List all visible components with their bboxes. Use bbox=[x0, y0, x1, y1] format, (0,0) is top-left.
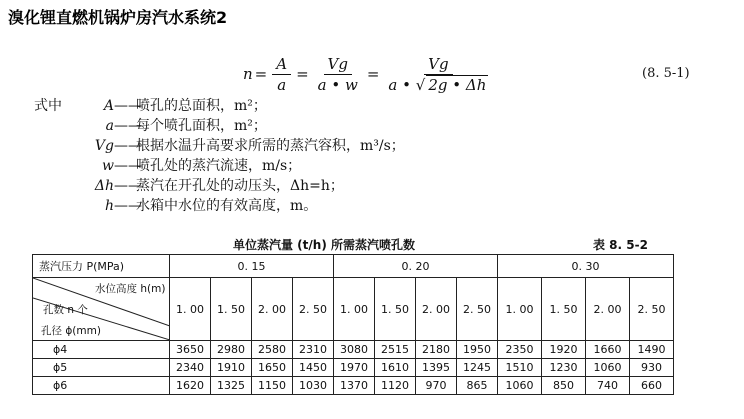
definition-text: 喷孔的总面积，m²； bbox=[136, 98, 267, 114]
height-value: 1. 00 bbox=[170, 278, 211, 341]
water-level-label: 水位高度 h(m) bbox=[95, 283, 166, 295]
table-cell: 1325 bbox=[211, 377, 252, 395]
definition-symbol: A bbox=[103, 98, 114, 114]
definition-text: 水箱中水位的有效高度，m。 bbox=[136, 198, 318, 214]
fraction-2-denominator: a • w bbox=[317, 75, 358, 94]
table-cell: 1060 bbox=[498, 377, 542, 395]
height-value: 2. 00 bbox=[252, 278, 293, 341]
table-cell: 1950 bbox=[457, 341, 498, 359]
table-cell: 1650 bbox=[252, 359, 293, 377]
table-cell: 2580 bbox=[252, 341, 293, 359]
pressure-row bbox=[33, 255, 674, 278]
table-cell: 1610 bbox=[375, 359, 416, 377]
hole-count-label: 孔数 n 个 bbox=[43, 304, 88, 316]
table-title: 单位蒸汽量 (t/h) 所需蒸汽喷孔数 bbox=[233, 238, 415, 252]
definition-row bbox=[34, 116, 405, 136]
table-cell: 930 bbox=[630, 359, 674, 377]
equation-number: (8. 5-1) bbox=[642, 66, 690, 81]
definition-symbol: w bbox=[102, 158, 114, 174]
table-cell: 865 bbox=[457, 377, 498, 395]
table-cell: 970 bbox=[416, 377, 457, 395]
pressure-label: 蒸汽压力 P(MPa) bbox=[33, 255, 170, 278]
table-cell: 1490 bbox=[630, 341, 674, 359]
table-cell: 2180 bbox=[416, 341, 457, 359]
fraction-3 bbox=[384, 55, 492, 94]
fraction-3-denominator bbox=[384, 75, 492, 94]
definition-dash: —— bbox=[114, 198, 142, 214]
table-cell: 2515 bbox=[375, 341, 416, 359]
definition-symbol: h bbox=[104, 198, 114, 214]
sqrt-icon: √ bbox=[415, 75, 426, 94]
table-cell: 1910 bbox=[211, 359, 252, 377]
height-value: 2. 50 bbox=[630, 278, 674, 341]
definition-dash: —— bbox=[114, 138, 142, 154]
height-value: 2. 00 bbox=[586, 278, 630, 341]
table-cell: 1970 bbox=[334, 359, 375, 377]
pressure-value: 0. 15 bbox=[170, 255, 334, 278]
table-cell: 1395 bbox=[416, 359, 457, 377]
table-cell: 1920 bbox=[542, 341, 586, 359]
table-cell: 1230 bbox=[542, 359, 586, 377]
definition-symbol: Δh bbox=[94, 178, 114, 194]
formula-lhs: n bbox=[243, 65, 253, 83]
hole-diameter: ϕ4 bbox=[33, 341, 170, 359]
definition-text: 喷孔处的蒸汽流速，m/s； bbox=[136, 158, 302, 174]
fraction-2 bbox=[314, 55, 362, 94]
hole-diameter: ϕ6 bbox=[33, 377, 170, 395]
definition-row bbox=[34, 96, 405, 116]
table-row bbox=[33, 377, 674, 395]
equals-sign: = bbox=[254, 65, 268, 83]
definition-dash: —— bbox=[114, 98, 142, 114]
table-cell: 1030 bbox=[293, 377, 334, 395]
table-cell: 660 bbox=[630, 377, 674, 395]
definition-symbol: a bbox=[105, 118, 114, 134]
fraction-3-den-prefix: a • bbox=[388, 75, 411, 94]
height-value: 1. 50 bbox=[375, 278, 416, 341]
pressure-value: 0. 30 bbox=[498, 255, 674, 278]
table-cell: 2310 bbox=[293, 341, 334, 359]
definition-symbol: Vg bbox=[94, 138, 114, 154]
table-caption bbox=[0, 234, 744, 252]
table-cell: 740 bbox=[586, 377, 630, 395]
definition-row bbox=[34, 196, 405, 216]
table-row bbox=[33, 359, 674, 377]
definitions bbox=[34, 96, 405, 216]
definition-row bbox=[34, 176, 405, 196]
height-value: 1. 50 bbox=[211, 278, 252, 341]
diagonal-header-cell bbox=[33, 278, 170, 341]
height-value: 2. 00 bbox=[416, 278, 457, 341]
definition-dash: —— bbox=[114, 158, 142, 174]
height-row bbox=[33, 278, 674, 341]
table-cell: 2340 bbox=[170, 359, 211, 377]
table-cell: 1060 bbox=[586, 359, 630, 377]
hole-diameter-label: 孔径 ϕ(mm) bbox=[41, 325, 101, 337]
table-cell: 850 bbox=[542, 377, 586, 395]
fraction-1-numerator: A bbox=[272, 55, 291, 75]
table-cell: 2980 bbox=[211, 341, 252, 359]
height-value: 1. 50 bbox=[542, 278, 586, 341]
definition-row bbox=[34, 136, 405, 156]
definition-text: 蒸汽在开孔处的动压头，Δh=h； bbox=[136, 178, 344, 194]
fraction-3-numerator: Vg bbox=[424, 55, 452, 75]
table-cell: 1370 bbox=[334, 377, 375, 395]
definition-dash: —— bbox=[114, 178, 142, 194]
definition-row bbox=[34, 156, 405, 176]
table-cell: 1120 bbox=[375, 377, 416, 395]
hole-diameter: ϕ5 bbox=[33, 359, 170, 377]
steam-hole-table bbox=[32, 254, 674, 395]
equals-sign: = bbox=[296, 65, 309, 83]
table-cell: 2350 bbox=[498, 341, 542, 359]
table-cell: 3650 bbox=[170, 341, 211, 359]
definition-text: 每个喷孔面积，m²； bbox=[136, 118, 267, 134]
definitions-prefix: 式中 bbox=[34, 98, 62, 114]
table-cell: 1245 bbox=[457, 359, 498, 377]
sqrt-radicand: 2g • Δh bbox=[428, 75, 487, 94]
table-cell: 1660 bbox=[586, 341, 630, 359]
table-cell: 1450 bbox=[293, 359, 334, 377]
definition-text: 根据水温升高要求所需的蒸汽容积，m³/s； bbox=[136, 138, 405, 154]
fraction-1 bbox=[272, 55, 291, 94]
height-value: 2. 50 bbox=[457, 278, 498, 341]
table-number: 表 8. 5-2 bbox=[593, 238, 648, 252]
table-cell: 1150 bbox=[252, 377, 293, 395]
table-cell: 1620 bbox=[170, 377, 211, 395]
formula bbox=[243, 52, 495, 96]
fraction-1-denominator: a bbox=[277, 75, 287, 94]
equals-sign: = bbox=[366, 65, 380, 83]
fraction-2-numerator: Vg bbox=[324, 55, 352, 75]
table-row bbox=[33, 341, 674, 359]
height-value: 2. 50 bbox=[293, 278, 334, 341]
table-cell: 1510 bbox=[498, 359, 542, 377]
table-cell: 3080 bbox=[334, 341, 375, 359]
height-value: 1. 00 bbox=[498, 278, 542, 341]
page-title: 溴化锂直燃机锅炉房汽水系统2 bbox=[8, 8, 228, 27]
pressure-value: 0. 20 bbox=[334, 255, 498, 278]
height-value: 1. 00 bbox=[334, 278, 375, 341]
definition-dash: —— bbox=[114, 118, 142, 134]
